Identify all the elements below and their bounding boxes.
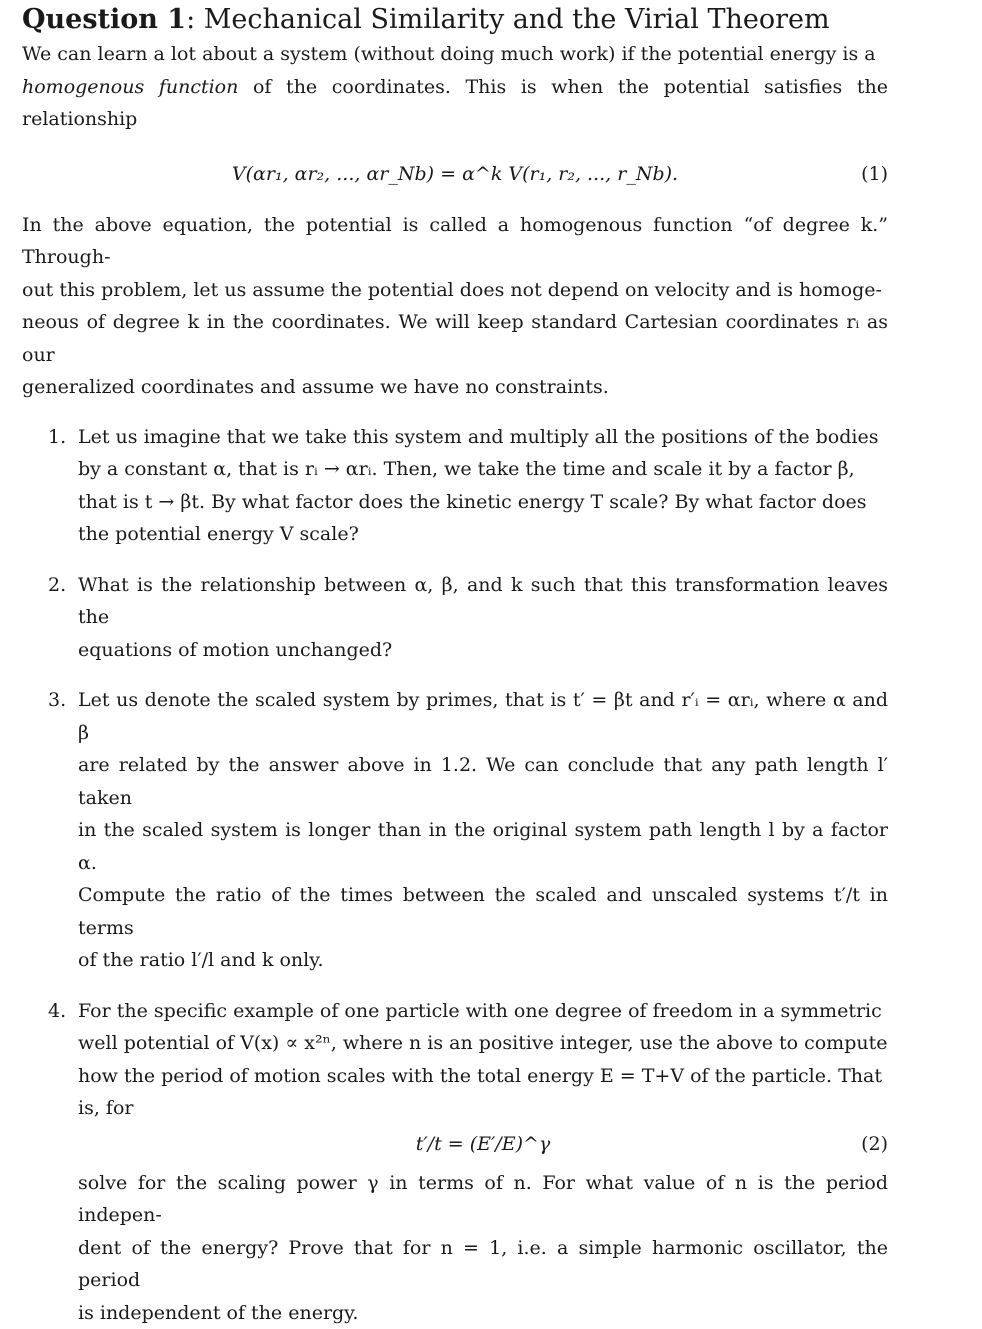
equation-1 (22, 157, 888, 191)
item-line: Let us imagine that we take this system and multiply all the positions of the bodies (78, 421, 888, 454)
intro-line-1: We can learn a lot about a system (without doing much work) if the potential energy is a (22, 38, 888, 71)
para2-line-1: In the above equation, the potential is called a homogenous function “of degree k.” Through- (22, 209, 888, 274)
item-line: solve for the scaling power γ in terms of n. For what value of n is the period indepen- (78, 1167, 888, 1232)
item-line: equations of motion unchanged? (78, 634, 888, 667)
para2-line-4: generalized coordinates and assume we have no constraints. (22, 371, 888, 404)
list-item (22, 995, 888, 1329)
question-title: : Mechanical Similarity and the Virial Theorem (186, 4, 830, 35)
equation-2-number: (2) (861, 1127, 888, 1161)
equation-2-body: t′/t = (E′/E)^γ (78, 1127, 888, 1161)
item-line: is independent of the energy. (78, 1297, 888, 1329)
equation-1-body: V(αr₁, αr₂, ..., αr_Nb) = α^k V(r₁, r₂, ..., r_Nb). (22, 157, 888, 191)
list-item (22, 569, 888, 667)
intro-emphasis: homogenous function (22, 76, 238, 98)
document-page (22, 0, 888, 1329)
equation-1-number: (1) (861, 157, 888, 191)
item-number: 2. (48, 569, 66, 602)
list-item (22, 684, 888, 977)
item-line: Compute the ratio of the times between the scaled and unscaled systems t′/t in terms (78, 879, 888, 944)
intro-line-2 (22, 71, 888, 136)
paragraph-2 (22, 209, 888, 404)
intro-paragraph (22, 38, 888, 136)
item-line: that is t → βt. By what factor does the kinetic energy T scale? By what factor does (78, 486, 888, 519)
item-line: For the specific example of one particle with one degree of freedom in a symmetric (78, 995, 888, 1028)
page-title (22, 4, 888, 36)
item-line: Let us denote the scaled system by primes, that is t′ = βt and r′ᵢ = αrᵢ, where α and β (78, 684, 888, 749)
item-line: how the period of motion scales with the total energy E = T+V of the particle. That (78, 1060, 888, 1093)
item-number: 4. (48, 995, 66, 1028)
item-line: in the scaled system is longer than in the original system path length l by a factor α. (78, 814, 888, 879)
item-line: is, for (78, 1092, 888, 1125)
intro-line-2-rest: of the coordinates. This is when the potential satisfies the relationship (22, 76, 888, 131)
equation-2 (78, 1127, 888, 1161)
item-line: dent of the energy? Prove that for n = 1, i.e. a simple harmonic oscillator, the period (78, 1232, 888, 1297)
list-item (22, 421, 888, 551)
para2-line-3: neous of degree k in the coordinates. We will keep standard Cartesian coordinates rᵢ as our (22, 306, 888, 371)
item-number: 1. (48, 421, 66, 454)
question-label: Question 1 (22, 4, 186, 35)
item-line: well potential of V(x) ∝ x²ⁿ, where n is an positive integer, use the above to compute (78, 1027, 888, 1060)
question-list (22, 421, 888, 1329)
item-number: 3. (48, 684, 66, 717)
item-line: by a constant α, that is rᵢ → αrᵢ. Then, we take the time and scale it by a factor β, (78, 453, 888, 486)
item-line: of the ratio l′/l and k only. (78, 944, 888, 977)
para2-line-2: out this problem, let us assume the potential does not depend on velocity and is homoge- (22, 274, 888, 307)
item-line: are related by the answer above in 1.2. We can conclude that any path length l′ taken (78, 749, 888, 814)
item-line: the potential energy V scale? (78, 518, 888, 551)
item-line: What is the relationship between α, β, and k such that this transformation leaves the (78, 569, 888, 634)
